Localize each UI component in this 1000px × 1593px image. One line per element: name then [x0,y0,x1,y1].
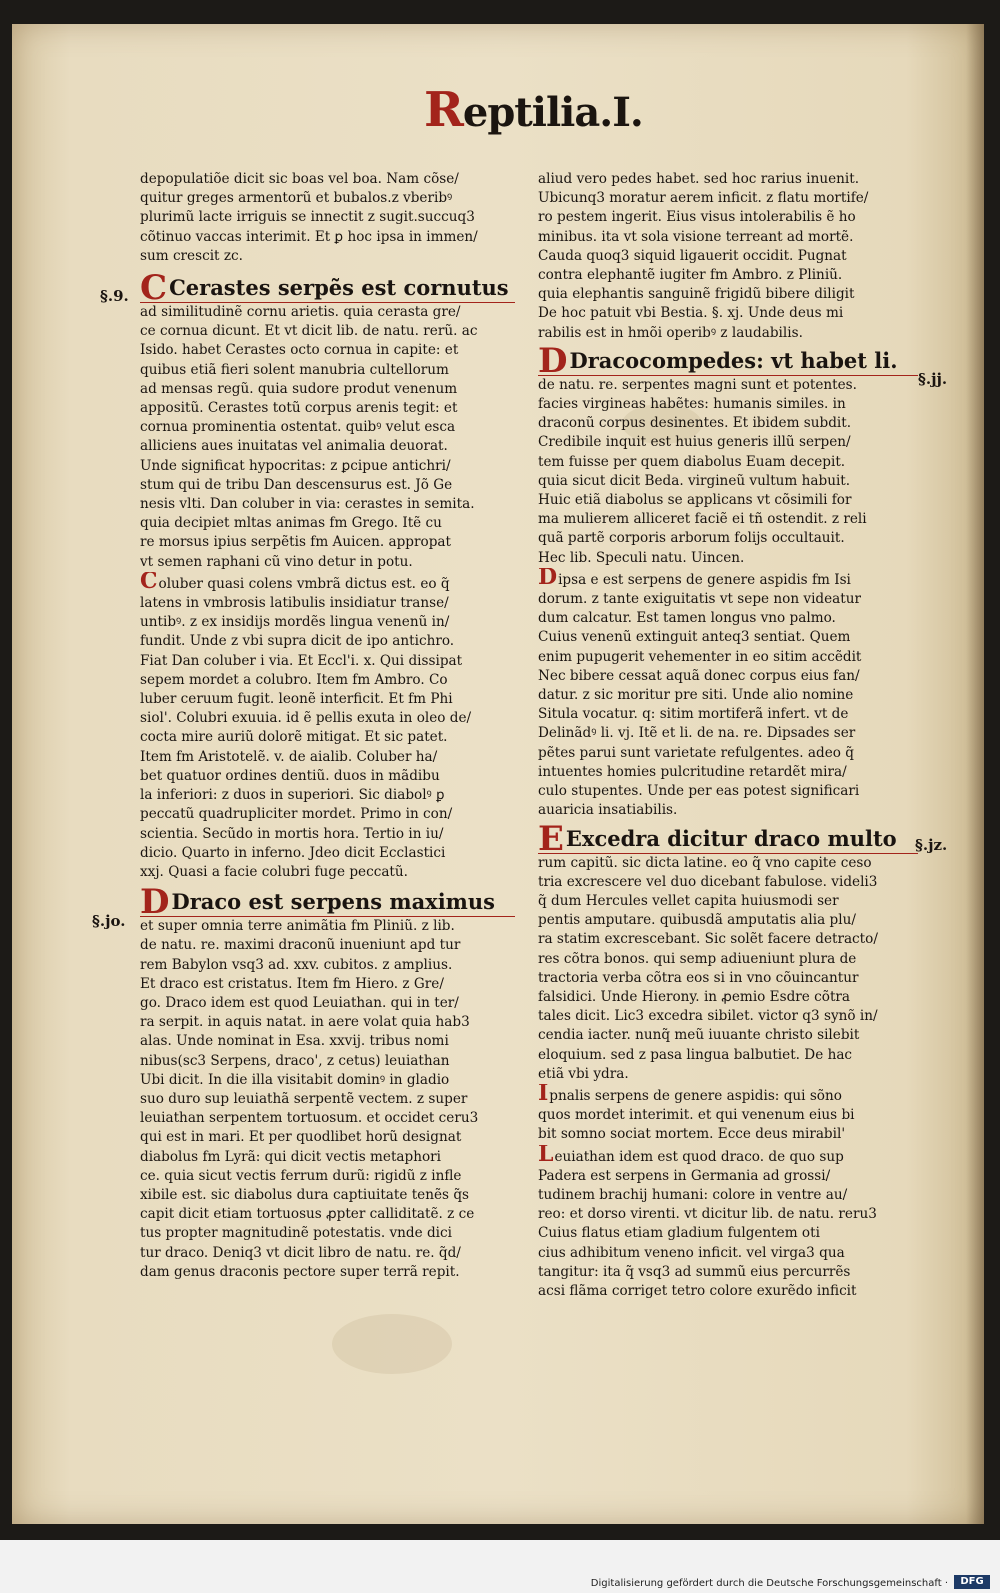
rubricated-initial: C [140,571,158,594]
text-line: Cuius flatus etiam gladium fulgentem oti [538,1225,820,1242]
text-line: minibus. ita vt sola visione terreant ad mortẽ. [538,228,854,245]
margin-section-10: §.jo. [92,912,126,930]
running-head-title: eptilia. [462,89,613,136]
heading-dracocompedes [538,347,918,376]
paragraph-coluber [140,572,515,882]
text-line: Ubicunq3 moratur aerem inficit. z flatu mortife/ [538,190,869,207]
text-line [538,1084,918,1106]
text-line: auaricia insatiabilis. [538,802,678,819]
paragraph-cerastes [140,303,515,572]
text-line: cõtinuo vaccas interimit. Et ꝑ hoc ipsa in immen/ [140,228,478,245]
text-line: depopulatiõe dicit sic boas vel boa. Nam cõse/ [140,171,459,187]
text-line: quia decipiet mltas animas fm Grego. Itẽ cu [140,515,442,532]
text-line: Delinãdꝰ li. vj. Itẽ et li. de na. re. Dipsades ser [538,725,856,742]
heading-text: Draco est serpens maximus [171,889,495,915]
text-line: reo: et dorso virenti. vt dicitur lib. de natu. reru3 [538,1206,877,1223]
text-line: latens in vmbrosis latibulis insidiatur transe/ [140,595,449,612]
margin-section-9: §.9. [100,287,129,305]
text-span: oluber quasi colens vmbrã dictus est. eo q̃ [158,575,450,592]
heading-text: Cerastes serpẽs est cornutus [169,275,509,301]
text-line: cius adhibitum veneno inficit. vel virga3 qua [538,1244,845,1261]
heading-cerastes [140,274,515,303]
heading-draco [140,888,515,917]
text-line: ra statim excrescebant. Sic solẽt facere detracto/ [538,931,878,948]
text-line: facies virgineas habẽtes: humanis similes. in [538,396,846,413]
text-line: capit dicit etiam tortuosus ꝓpter calliditatẽ. z ce [140,1206,475,1223]
text-line: draconũ corpus desinentes. Et ibidem subdit. [538,415,852,432]
text-line: bet quatuor ordines dentiũ. duos in mãdibu [140,767,440,784]
text-line: de natu. re. maximi draconũ inueniunt apd tur [140,937,461,954]
text-line: aliud vero pedes habet. sed hoc rarius inuenit. [538,171,860,187]
paragraph-ipnalis [538,1084,918,1145]
text-line: qui est in mari. Et per quodlibet horũ designat [140,1129,462,1146]
text-line: dicio. Quarto in inferno. Jdeo dicit Ecclastici [140,844,446,861]
footer-credit: Digitalisierung gefördert durch die Deutsche Forschungsgemeinschaft · [590,1578,948,1589]
text-line: stum qui de tribu Dan descensurus est. Jõ Ge [140,476,453,493]
rubricated-initial: E [538,824,564,854]
heading-excedra [538,825,918,854]
text-line [538,1145,918,1167]
text-line: rum capitũ. sic dicta latine. eo q̃ vno capite ceso [538,854,872,871]
text-line: intuentes homies pulcritudine retardẽt mira/ [538,763,847,780]
text-line: nibus(sc3 Serpens, draco', z cetus) leuiathan [140,1052,450,1069]
text-line: diabolus fm Lyrã: qui dicit vectis metaphori [140,1148,442,1165]
text-line: ra serpit. in aquis natat. in aere volat quia hab3 [140,1014,470,1031]
paragraph-dipsa [538,568,918,821]
text-span: ipsa e est serpens de genere aspidis fm Isi [558,571,851,588]
text-line: Hec lib. Speculi natu. Uincen. [538,549,745,566]
text-line: bit somno sociat mortem. Ecce deus mirabil' [538,1126,846,1143]
running-head [424,82,643,138]
text-line: dorum. z tante exiguitatis vt sepe non videatur [538,591,862,608]
text-line: scientia. Secũdo in mortis hora. Tertio in iu/ [140,825,444,842]
rubricated-initial: I [538,1083,549,1106]
text-line: quos mordet interimit. et qui venenum eius bi [538,1107,855,1124]
text-line: cornua prominentia ostentat. quibꝰ velut esca [140,419,456,436]
text-line: Cauda quoq3 siquid ligauerit occidit. Pugnat [538,247,847,264]
text-line: de natu. re. serpentes magni sunt et potentes. [538,376,857,393]
text-line: ad mensas regũ. quia sudore produt venenum [140,380,458,397]
rubricated-initial: C [140,274,168,304]
text-line: et super omnia terre animãtia fm Pliniũ. z lib. [140,918,455,935]
text-line: tudinem brachij humani: colore in ventre au/ [538,1186,848,1203]
text-line: Ubi dicit. In die illa visitabit dominꝰ in gladio [140,1071,450,1088]
text-line: fundit. Unde z vbi supra dicit de ipo antichro. [140,633,455,650]
text-line: q̃ dum Hercules vellet capita huiusmodi ser [538,892,839,909]
text-line [140,572,515,594]
text-line: tem fuisse per quem diabolus Euam decepit. [538,453,846,470]
text-line: quitur greges armentorũ et bubalos.z vberibꝰ [140,190,453,207]
text-span: euiathan idem est quod draco. de quo sup [554,1148,844,1165]
text-line: cendia iacter. nunq̃ meũ iuuante christo silebit [538,1027,860,1044]
rubricated-initial: D [538,346,568,376]
text-line: rabilis est in hmõi operibꝰ z laudabilis. [538,324,803,341]
text-line: pẽtes parui sunt varietate refulgentes. adeo q̃ [538,744,854,761]
text-line: contra elephantẽ iugiter fm Ambro. z Pliniũ. [538,267,843,284]
text-line: De hoc patuit vbi Bestia. §. xj. Unde deus mi [538,305,844,322]
text-line: rem Babylon vsq3 ad. xxv. cubitos. z amplius. [140,956,453,973]
text-line: ma mulierem alliceret faciẽ ei tñ ostendit. z reli [538,511,867,528]
margin-section-11: §.jj. [918,370,948,388]
text-line: ce. quia sicut vectis ferrum durũ: rigidũ z infle [140,1167,462,1184]
folio-number: I. [612,89,643,136]
text-line: etiã vbi ydra. [538,1065,629,1082]
rubricated-initial: D [538,567,558,590]
text-line: cocta mire auriũ dolorẽ mitigat. Et sic patet. [140,729,448,746]
paragraph-boas [140,170,515,266]
text-line: tus propter magnitudinẽ potestatis. vnde dici [140,1225,452,1242]
paragraph-leuiathan [538,1145,918,1302]
text-line: untibꝰ. z ex insidijs mordẽs lingua venenũ in/ [140,614,450,631]
text-line: xxj. Quasi a facie colubri fuge peccatũ. [140,863,408,880]
text-line: tractoria verba cõtra eos si in vno cõuincantur [538,969,859,986]
paragraph-draco [140,917,515,1282]
paragraph-dracocompedes [538,376,918,568]
text-line: datur. z sic moritur pre siti. Unde alio nomine [538,687,854,704]
heading-text: Excedra dicitur draco multo [565,825,897,851]
text-line: acsi flãma corriget tetro colore exurẽdo inficit [538,1282,857,1299]
text-line: Unde significat hypocritas: z ꝑcipue antichri/ [140,457,451,474]
text-line: leuiathan serpentem tortuosum. et occidet ceru3 [140,1110,479,1127]
text-line: Fiat Dan coluber i via. Et Eccl'i. x. Qui dissipat [140,652,463,669]
text-line: dam genus draconis pectore super terrã repit. [140,1263,460,1280]
text-line: re morsus ipius serpẽtis fm Auicen. appropat [140,534,451,551]
text-line: tur draco. Deniq3 vt dicit libro de natu. re. q̃d/ [140,1244,461,1261]
text-line: ce cornua dicunt. Et vt dicit lib. de natu. rerũ. ac [140,323,478,340]
text-line: go. Draco idem est quod Leuiathan. qui in ter/ [140,994,459,1011]
text-line: eloquium. sed z pasa lingua balbutiet. De hac [538,1046,853,1063]
text-line: Cuius venenũ extinguit anteq3 sentiat. Quem [538,629,851,646]
rubricated-initial: D [140,888,170,918]
text-line: tangitur: ita q̃ vsq3 ad summũ eius percurrẽs [538,1263,851,1280]
text-line: Item fm Aristotelẽ. v. de aialib. Coluber ha/ [140,748,438,765]
text-line: xibile est. sic diabolus dura captiuitate tenẽs q̃s [140,1186,469,1203]
text-line: Padera est serpens in Germania ad grossi/ [538,1167,831,1184]
page-spine-shadow [966,24,984,1524]
text-line: suo duro sup leuiathã serpentẽ vectem. z super [140,1090,468,1107]
text-line: Nec bibere cessat aquã donec corpus eius fan/ [538,667,860,684]
text-line: Credibile inquit est huius generis illũ serpen/ [538,434,851,451]
text-line: alas. Unde nominat in Esa. xxvij. tribus nomi [140,1033,449,1050]
right-column [538,170,918,1301]
text-line: dum calcatur. Est tamen longus vno palmo. [538,610,836,627]
text-line: peccatũ quadrupliciter mordet. Primo in con/ [140,806,453,823]
text-line: enim pupugerit vehementer in eo sitim accẽdit [538,648,862,665]
text-line: Situla vocatur. q: sitim mortiferã infert. vt de [538,706,849,723]
text-line: tales dicit. Lic3 excedra sibilet. victor q3 synõ in/ [538,1008,878,1025]
rubricated-initial: L [538,1144,554,1167]
text-line: nesis vlti. Dan coluber in via: cerastes in semita. [140,496,475,513]
text-line: res cõtra bonos. qui semp adiueniunt plura de [538,950,857,967]
paper-stain [332,1314,452,1374]
text-line: sum crescit zc. [140,247,243,264]
text-line: plurimũ lacte irriguis se innectit z sugit.succuq3 [140,209,475,226]
text-line: alliciens aues inuitatas vel animalia deuorat. [140,438,448,455]
text-line: appositũ. Cerastes totũ corpus arenis tegit: et [140,400,458,417]
dfg-logo: DFG [954,1575,990,1589]
left-column [140,170,515,1282]
text-line: luber ceruum fugit. leonẽ interficit. Et fm Phi [140,691,453,708]
paragraph-excedra [538,854,918,1084]
text-line: quã partẽ corporis arborum folijs occultauit. [538,530,845,547]
margin-section-12: §.jz. [915,836,948,854]
heading-text: Dracocompedes: vt habet li. [569,347,898,373]
text-line: vt semen raphani cũ vino detur in potu. [140,553,413,570]
text-line: tria excrescere vel duo dicebant fabulose. videli3 [538,873,878,890]
text-span: pnalis serpens de genere aspidis: qui sõno [549,1087,842,1104]
text-line: ro pestem ingerit. Eius visus intolerabilis ẽ ho [538,209,856,226]
paragraph-draco-cont [538,170,918,343]
text-line: pentis amputare. quibusdã amputatis alia plu/ [538,912,856,929]
text-line: quia sicut dicit Beda. virgineũ vultum habuit. [538,472,851,489]
text-line: quia elephantis sanguinẽ frigidũ bibere diligit [538,286,855,303]
text-line: la inferiori: z duos in superiori. Sic diabolꝰ ꝑ [140,787,445,804]
text-line: Et draco est cristatus. Item fm Hiero. z Gre/ [140,975,444,992]
text-line: sepem mordet a colubro. Item fm Ambro. Co [140,671,448,688]
text-line: Isido. habet Cerastes octo cornua in capite: et [140,342,459,359]
text-line: falsidici. Unde Hierony. in ꝓemio Esdre cõtra [538,988,851,1005]
text-line [538,568,918,590]
text-line: quibus etiã fieri solent manubria cultellorum [140,361,449,378]
running-head-initial: R [424,82,463,138]
text-line: culo stupentes. Unde per eas potest significari [538,783,860,800]
text-line: Huic etiã diabolus se applicans vt cõsimili for [538,492,852,509]
text-line: siol'. Colubri exuuia. id ẽ pellis exuta in oleo de/ [140,710,472,727]
text-line: ad similitudinẽ cornu arietis. quia cerasta gre/ [140,304,461,321]
